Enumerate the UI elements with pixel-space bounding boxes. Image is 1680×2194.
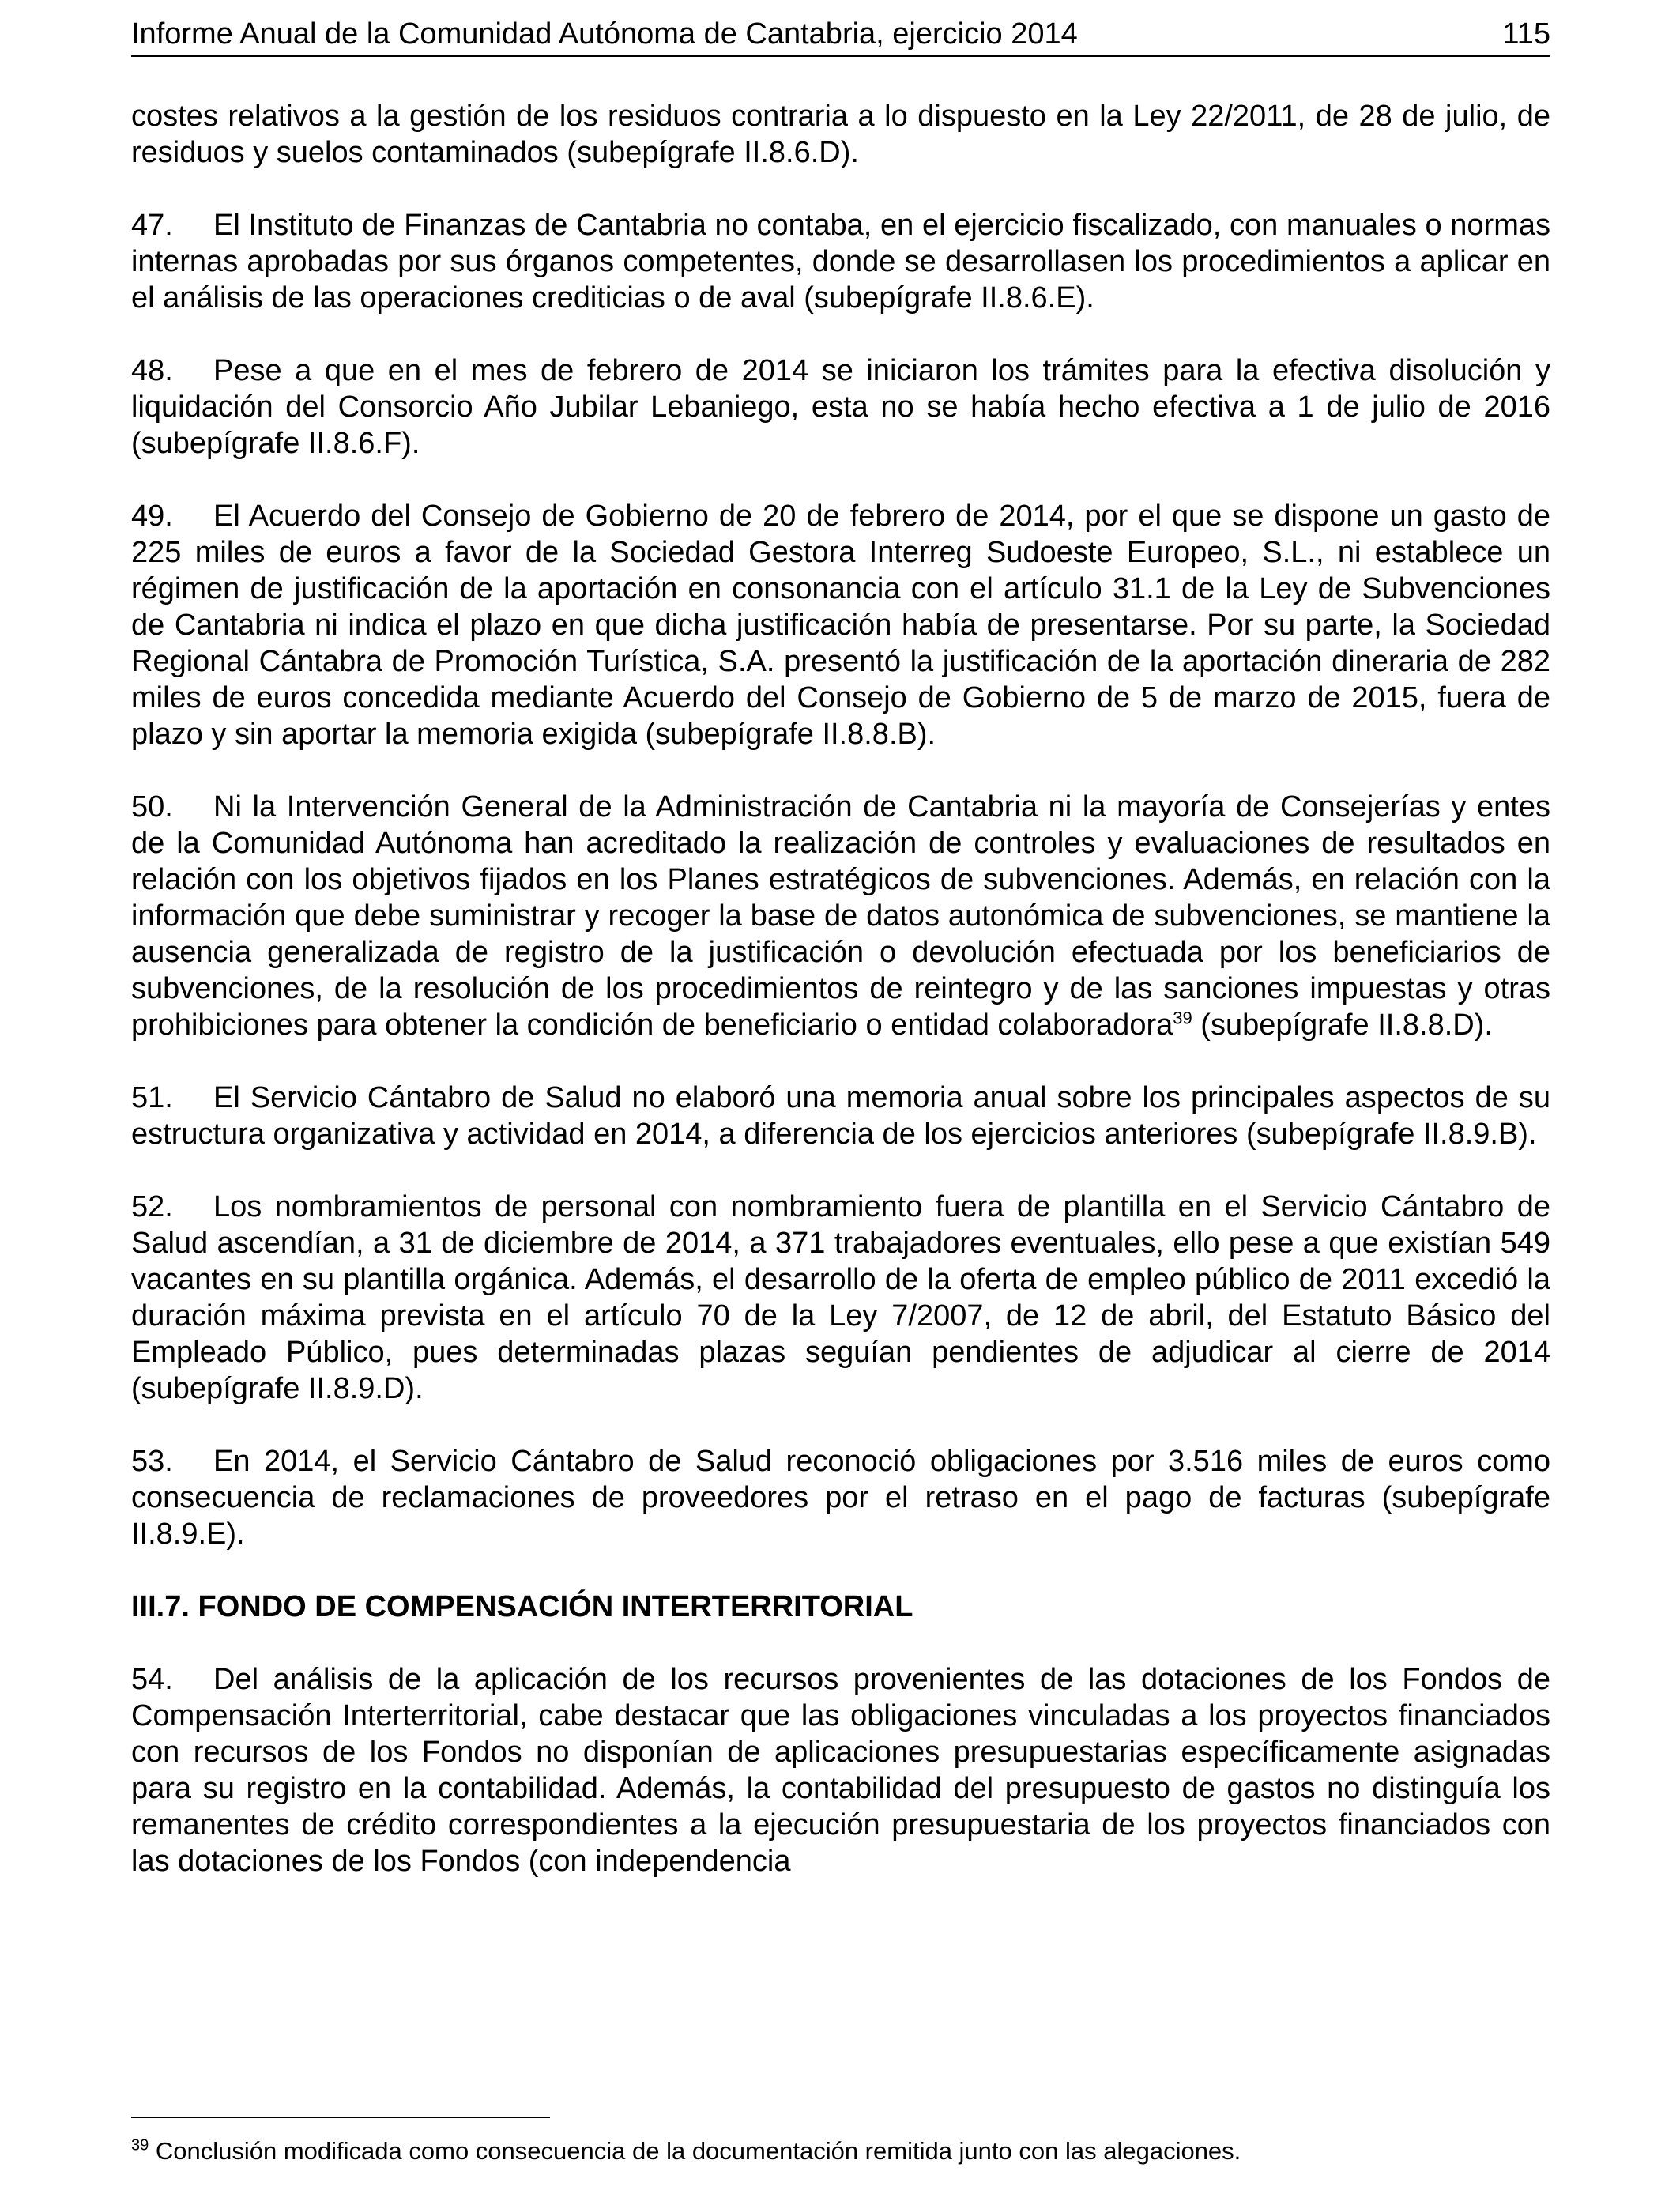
paragraph-text: Ni la Intervención General de la Administración de Cantabria ni la mayoría de Consejerías y entes de la Comunidad Autónoma han acreditado la realización de controles y evaluaciones de resultados en relación con los objetivos fijados en los Planes estratégicos de subvenciones. Además, en relación con la información que debe suministrar y recoger la base de datos autonómica de subvenciones, se mantiene la ausencia generalizada de registro de la justificación o devolución efectuada por los beneficiarios de subvenciones, de la resolución de los procedimientos de reintegro y de las sanciones impuestas y otras prohibiciones para obtener la condición de beneficiario o entidad colaboradora	[131, 790, 1550, 1042]
paragraph-text: Pese a que en el mes de febrero de 2014 se iniciaron los trámites para la efectiva disolución y liquidación del Consorcio Año Jubilar Lebaniego, esta no se había hecho efectiva a 1 de julio de 2016 (subepígrafe II.8.6.F).	[131, 354, 1550, 460]
paragraph-text: Del análisis de la aplicación de los recursos provenientes de las dotaciones de los Fondos de Compensación Interterritorial, cabe destacar que las obligaciones vinculadas a los proyectos financiados con recursos de los Fondos no disponían de aplicaciones presupuestarias específicamente asignadas para su registro en la contabilidad. Además, la contabilidad del presupuesto de gastos no distinguía los remanentes de crédito correspondientes a la ejecución presupuestaria de los proyectos financiados con las dotaciones de los Fondos (con independencia	[131, 1663, 1550, 1878]
section-heading: III.7. FONDO DE COMPENSACIÓN INTERTERRITORIAL	[131, 1590, 913, 1623]
paragraph-47	[131, 207, 1550, 316]
footnote-divider	[131, 2117, 550, 2118]
paragraph-50	[131, 789, 1550, 1043]
paragraph-52	[131, 1189, 1550, 1407]
footnote	[131, 2136, 1550, 2167]
paragraph-53	[131, 1443, 1550, 1552]
paragraph-number: 53.	[131, 1445, 173, 1478]
document-page	[131, 16, 1550, 2173]
paragraph-51	[131, 1080, 1550, 1152]
paragraph-number: 47.	[131, 209, 173, 242]
paragraph-number: 49.	[131, 499, 173, 533]
paragraph-number: 50.	[131, 790, 173, 824]
paragraph-text: En 2014, el Servicio Cántabro de Salud reconoció obligaciones por 3.516 miles de euros como consecuencia de reclamaciones de proveedores por el retraso en el pago de facturas (subepígrafe II.8.9.E).	[131, 1445, 1550, 1551]
footnote-number: 39	[131, 2136, 149, 2154]
paragraph-54	[131, 1661, 1550, 1879]
page-header	[131, 16, 1550, 57]
paragraph-text: El Instituto de Finanzas de Cantabria no contaba, en el ejercicio fiscalizado, con manuales o normas internas aprobadas por sus órganos competentes, donde se desarrollasen los procedimientos a aplicar en el análisis de las operaciones crediticias o de aval (subepígrafe II.8.6.E).	[131, 209, 1550, 315]
paragraph-number: 51.	[131, 1081, 173, 1114]
paragraph-text-after: (subepígrafe II.8.8.D).	[1192, 1008, 1493, 1042]
paragraph-text: El Acuerdo del Consejo de Gobierno de 20 de febrero de 2014, por el que se dispone un gasto de 225 miles de euros a favor de la Sociedad Gestora Interreg Sudoeste Europeo, S.L., ni establece un régimen de justificación de la aportación en consonancia con el artículo 31.1 de la Ley de Subvenciones de Cantabria ni indica el plazo en que dicha justificación había de presentarse. Por su parte, la Sociedad Regional Cántabra de Promoción Turística, S.A. presentó la justificación de la aportación dineraria de 282 miles de euros concedida mediante Acuerdo del Consejo de Gobierno de 5 de marzo de 2015, fuera de plazo y sin aportar la memoria exigida (subepígrafe II.8.8.B).	[131, 499, 1550, 751]
header-title: Informe Anual de la Comunidad Autónoma de Cantabria, ejercicio 2014	[131, 17, 1078, 51]
paragraph-number: 52.	[131, 1190, 173, 1223]
paragraph-49	[131, 498, 1550, 752]
document-body	[131, 98, 1550, 1879]
paragraph-48	[131, 352, 1550, 462]
paragraph-text: costes relativos a la gestión de los residuos contraria a lo dispuesto en la Ley 22/2011, de 28 de julio, de residuos y suelos contaminados (subepígrafe II.8.6.D).	[131, 100, 1550, 169]
footnote-text: Conclusión modificada como consecuencia de la documentación remitida junto con las alegaciones.	[155, 2137, 1241, 2165]
footnote-reference[interactable]: 39	[1173, 1008, 1192, 1028]
paragraph-continuation	[131, 98, 1550, 171]
paragraph-number: 54.	[131, 1663, 173, 1696]
paragraph-number: 48.	[131, 354, 173, 387]
paragraph-text: El Servicio Cántabro de Salud no elaboró una memoria anual sobre los principales aspectos de su estructura organizativa y actividad en 2014, a diferencia de los ejercicios anteriores (subepígrafe II.8.9.B).	[131, 1081, 1550, 1151]
page-number: 115	[1502, 17, 1550, 51]
paragraph-text: Los nombramientos de personal con nombramiento fuera de plantilla en el Servicio Cántabro de Salud ascendían, a 31 de diciembre de 2014, a 371 trabajadores eventuales, ello pese a que existían 549 vacantes en su plantilla orgánica. Además, el desarrollo de la oferta de empleo público de 2011 excedió la duración máxima prevista en el artículo 70 de la Ley 7/2007, de 12 de abril, del Estatuto Básico del Empleado Público, pues determinadas plazas seguían pendientes de adjudicar al cierre de 2014 (subepígrafe II.8.9.D).	[131, 1190, 1550, 1405]
